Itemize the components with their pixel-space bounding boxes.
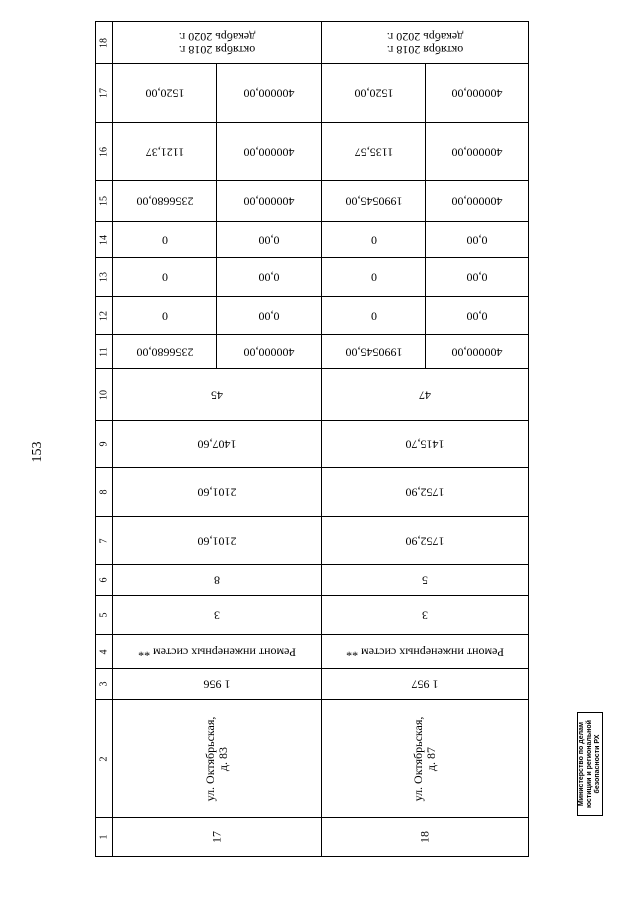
row-2-col-18-text: октября 2018 г. декабрь 2020 г. xyxy=(386,29,464,57)
row-2-col-6 xyxy=(321,564,529,596)
row-2-col-17-b-text: 400000,00 xyxy=(451,86,503,101)
col-header-15-text: 15 xyxy=(98,196,110,206)
row-1-col-6 xyxy=(112,564,322,596)
col-header-10 xyxy=(95,368,113,421)
col-header-5-text: 5 xyxy=(98,612,110,618)
row-1-col-15-b xyxy=(216,180,322,222)
col-header-7-text: 7 xyxy=(98,538,110,543)
row-1-col-4-text: Ремонт инженерных систем ** xyxy=(138,645,296,659)
row-2-col-8 xyxy=(321,467,529,517)
row-2-col-13-a xyxy=(321,257,426,297)
row-1-col-16-a xyxy=(112,122,217,181)
row-2-col-11-b-text: 400000,00 xyxy=(451,345,503,359)
row-1-col-14-b xyxy=(216,221,322,258)
stamp-line-3: безопасности РХ xyxy=(594,734,601,794)
col-header-12-text: 12 xyxy=(98,310,110,321)
row-2-col-16-a-text: 1135,57 xyxy=(354,145,393,159)
row-1-col-17-b-text: 400000,00 xyxy=(243,86,295,101)
row-1-col-17-b xyxy=(216,63,322,123)
row-2-col-3-text: 1 957 xyxy=(411,677,439,692)
row-1-col-5 xyxy=(112,595,322,635)
col-header-1-text: 1 xyxy=(98,834,110,840)
row-2-col-4 xyxy=(321,634,529,669)
row-1-col-1-text: 17 xyxy=(209,831,224,843)
col-header-8-text: 8 xyxy=(98,489,110,495)
row-2-col-14-a-text: 0 xyxy=(370,233,377,247)
row-2-col-18 xyxy=(321,21,529,64)
row-1-col-15-a-text: 2356680,00 xyxy=(136,194,193,209)
row-2-col-1-text: 18 xyxy=(417,831,432,843)
stamp-line-1: Министерство по делам xyxy=(578,721,585,807)
row-2-col-15-b xyxy=(425,180,529,222)
row-2-col-17-a xyxy=(321,63,426,123)
row-2-col-6-text: 5 xyxy=(422,573,428,588)
row-2-col-9-text: 1415,70 xyxy=(405,437,445,452)
row-2-col-12-b xyxy=(425,296,529,335)
row-2-col-7 xyxy=(321,516,529,565)
row-1-col-11-a-text: 2356680,00 xyxy=(136,345,193,359)
row-2-col-13-b xyxy=(425,257,529,297)
col-header-8 xyxy=(95,467,113,517)
row-1-col-3 xyxy=(112,668,322,700)
row-2-col-11-a-text: 1990545,00 xyxy=(345,345,402,359)
row-1-col-1 xyxy=(112,817,322,857)
col-header-18 xyxy=(95,21,113,64)
col-header-17-text: 17 xyxy=(98,88,110,98)
row-1-col-13-a-text: 0 xyxy=(161,270,168,285)
col-header-4-text: 4 xyxy=(98,649,110,654)
row-1-col-18 xyxy=(112,21,322,64)
col-header-18-text: 18 xyxy=(98,37,110,48)
row-1-col-10 xyxy=(112,368,322,421)
row-1-col-12-b xyxy=(216,296,322,335)
row-1-col-13-a xyxy=(112,257,217,297)
row-1-col-16-b xyxy=(216,122,322,181)
row-2-col-15-b-text: 400000,00 xyxy=(451,194,503,209)
row-1-col-18-text: октября 2018 г. декабрь 2020 г. xyxy=(178,29,256,57)
col-header-13-text: 13 xyxy=(98,272,110,282)
col-header-17 xyxy=(95,63,113,123)
row-2-col-17-a-text: 1520,00 xyxy=(354,86,393,101)
row-1-col-14-a-text: 0 xyxy=(161,233,168,247)
row-1-col-15-b-text: 400000,00 xyxy=(243,194,295,209)
col-header-10-text: 10 xyxy=(98,389,110,400)
col-header-12 xyxy=(95,296,113,335)
row-2-col-10 xyxy=(321,368,529,421)
col-header-16 xyxy=(95,122,113,181)
col-header-14 xyxy=(95,221,113,258)
row-1-col-2 xyxy=(112,699,322,818)
row-1-col-13-b xyxy=(216,257,322,297)
col-header-13 xyxy=(95,257,113,297)
col-header-15 xyxy=(95,180,113,222)
col-header-3-text: 3 xyxy=(98,681,110,687)
row-1-col-17-a-text: 1520,00 xyxy=(145,86,184,101)
row-2-col-11-b xyxy=(425,334,529,369)
col-header-9 xyxy=(95,420,113,468)
row-2-col-9 xyxy=(321,420,529,468)
row-2-col-4-text: Ремонт инженерных систем ** xyxy=(346,645,504,659)
col-header-5 xyxy=(95,595,113,635)
row-2-col-7-text: 1752,90 xyxy=(405,534,445,548)
row-1-col-7 xyxy=(112,516,322,565)
row-1-col-8-text: 2101,60 xyxy=(197,485,237,500)
col-header-9-text: 9 xyxy=(98,441,110,447)
col-header-1 xyxy=(95,817,113,857)
row-1-col-9-text: 1407,60 xyxy=(197,437,237,452)
row-2-col-15-a xyxy=(321,180,426,222)
row-2-col-14-b-text: 0,00 xyxy=(466,233,488,247)
row-2-col-12-a-text: 0 xyxy=(370,309,377,323)
row-2-col-17-b xyxy=(425,63,529,123)
row-2-col-15-a-text: 1990545,00 xyxy=(345,194,402,209)
col-header-11-text: 11 xyxy=(98,346,110,357)
row-1-col-3-text: 1 956 xyxy=(203,677,231,692)
col-header-4 xyxy=(95,634,113,669)
row-1-col-11-b xyxy=(216,334,322,369)
row-2-col-16-b xyxy=(425,122,529,181)
row-1-col-16-b-text: 400000,00 xyxy=(243,145,295,159)
col-header-3 xyxy=(95,668,113,700)
row-1-col-11-a xyxy=(112,334,217,369)
row-2-col-16-a xyxy=(321,122,426,181)
row-2-col-5 xyxy=(321,595,529,635)
col-header-2-text: 2 xyxy=(98,756,110,761)
row-2-col-13-b-text: 0,00 xyxy=(466,270,488,285)
stamp-line-2: юстиции и региональной xyxy=(586,720,593,808)
row-1-col-9 xyxy=(112,420,322,468)
row-2-col-10-text: 47 xyxy=(419,388,431,402)
row-1-col-8 xyxy=(112,467,322,517)
row-1-col-17-a xyxy=(112,63,217,123)
row-2-col-1 xyxy=(321,817,529,857)
row-1-col-11-b-text: 400000,00 xyxy=(243,345,295,359)
row-2-col-2 xyxy=(321,699,529,818)
col-header-6 xyxy=(95,564,113,596)
row-1-col-14-a xyxy=(112,221,217,258)
row-1-col-5-text: 3 xyxy=(214,608,220,623)
row-1-col-4 xyxy=(112,634,322,669)
col-header-16-text: 16 xyxy=(98,146,110,157)
col-header-7 xyxy=(95,516,113,565)
row-2-col-2-text: ул. Октябрьская, д. 87 xyxy=(411,716,438,801)
row-1-col-12-b-text: 0,00 xyxy=(258,309,280,323)
row-1-col-13-b-text: 0,00 xyxy=(258,270,280,285)
row-2-col-13-a-text: 0 xyxy=(370,270,377,285)
row-1-col-12-a-text: 0 xyxy=(161,309,168,323)
row-1-col-2-text: ул. Октябрьская, д. 83 xyxy=(203,716,230,801)
col-header-14-text: 14 xyxy=(98,234,110,245)
row-2-col-12-b-text: 0,00 xyxy=(466,309,488,323)
row-2-col-12-a xyxy=(321,296,426,335)
row-1-col-14-b-text: 0,00 xyxy=(258,233,280,247)
row-1-col-10-text: 45 xyxy=(211,388,223,402)
row-2-col-14-a xyxy=(321,221,426,258)
row-1-col-16-a-text: 1121,37 xyxy=(145,145,184,159)
row-1-col-7-text: 2101,60 xyxy=(197,534,237,548)
row-2-col-5-text: 3 xyxy=(422,608,428,623)
row-1-col-12-a xyxy=(112,296,217,335)
page-number: 153 xyxy=(30,441,45,463)
row-2-col-11-a xyxy=(321,334,426,369)
row-2-col-16-b-text: 400000,00 xyxy=(451,145,503,159)
col-header-2 xyxy=(95,699,113,818)
row-1-col-6-text: 8 xyxy=(214,573,220,588)
row-2-col-8-text: 1752,90 xyxy=(405,485,445,500)
row-2-col-14-b xyxy=(425,221,529,258)
row-1-col-15-a xyxy=(112,180,217,222)
col-header-6-text: 6 xyxy=(98,577,110,583)
col-header-11 xyxy=(95,334,113,369)
row-2-col-3 xyxy=(321,668,529,700)
